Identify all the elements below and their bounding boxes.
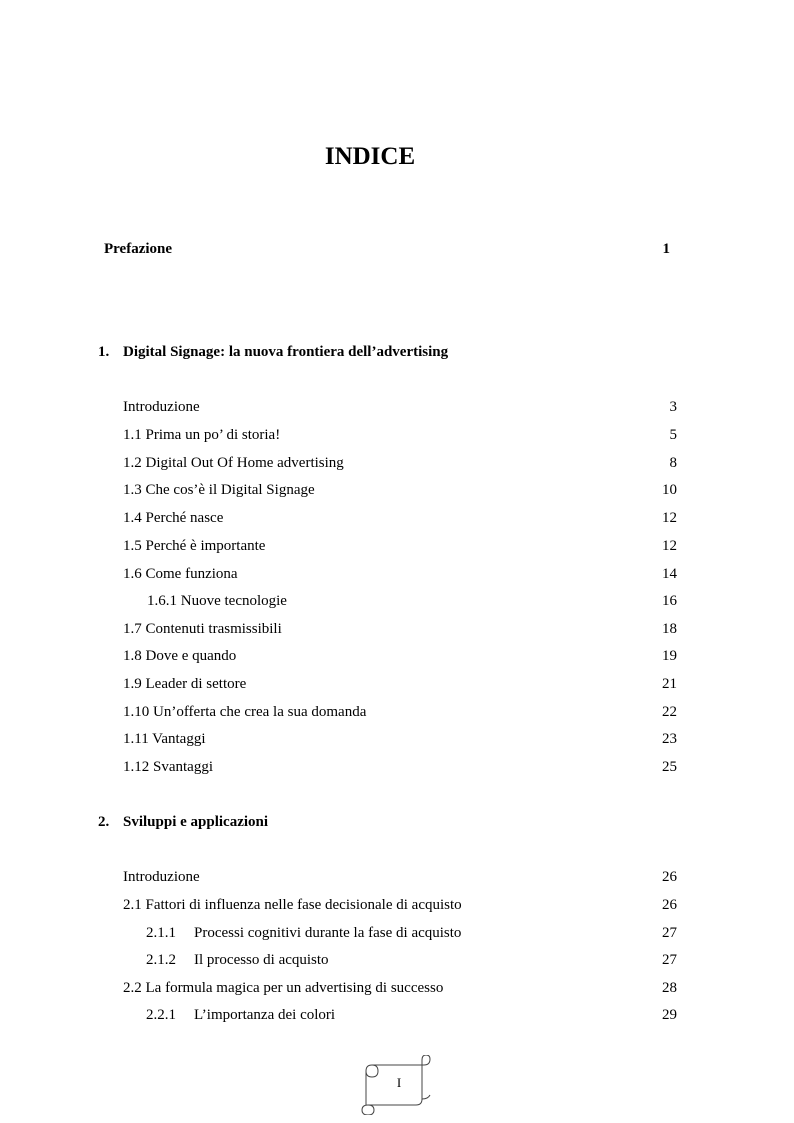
toc-entry-label: 2.1 Fattori di influenza nelle fase decisionale di acquisto: [123, 897, 462, 913]
toc-entry-page: 22: [662, 704, 677, 720]
toc-entry-label: 2.2 La formula magica per un advertising di successo: [123, 980, 444, 996]
chapter-1-number: 1.: [98, 344, 110, 360]
toc-entry-label: Introduzione: [123, 399, 200, 415]
page-number: I: [396, 1075, 402, 1090]
page-title: INDICE: [324, 143, 416, 170]
toc-entry-page: 23: [662, 731, 677, 747]
toc-subentry-label: L’importanza dei colori: [194, 1007, 336, 1023]
toc-entry-label: 1.6 Come funziona: [123, 566, 238, 582]
toc-entry-page: 8: [669, 455, 677, 471]
toc-entry-page: 25: [662, 759, 677, 775]
chapter-1-title: Digital Signage: la nuova frontiera dell’advertising: [123, 344, 449, 360]
toc-subentry-number: 2.1.1: [146, 925, 176, 941]
chapter-2-number: 2.: [98, 814, 110, 830]
toc-entry-label: 1.7 Contenuti trasmissibili: [123, 621, 282, 637]
toc-entry-page: 27: [662, 952, 677, 968]
toc-subentry-label: 1.6.1 Nuove tecnologie: [147, 593, 287, 609]
toc-entry-label: 1.9 Leader di settore: [123, 676, 247, 692]
toc-entry-page: 18: [662, 621, 677, 637]
toc-entry-label: 1.12 Svantaggi: [123, 759, 213, 775]
toc-entry-label: 1.8 Dove e quando: [123, 648, 237, 664]
toc-entry-label: 1.11 Vantaggi: [123, 731, 206, 747]
toc-entry-label: Introduzione: [123, 869, 200, 885]
toc-entry-page: 26: [662, 897, 677, 913]
toc-entry-page: 16: [662, 593, 677, 609]
toc-entry-label: 1.2 Digital Out Of Home advertising: [123, 455, 344, 471]
toc-entry-page: 26: [662, 869, 677, 885]
toc-subentry-label: Processi cognitivi durante la fase di acquisto: [194, 925, 462, 941]
toc-entry-label: 1.3 Che cos’è il Digital Signage: [123, 482, 315, 498]
toc-entry-label: 1.10 Un’offerta che crea la sua domanda: [123, 704, 367, 720]
toc-entry-page: 29: [662, 1007, 677, 1023]
toc-entry-page: 21: [662, 676, 677, 692]
toc-entry-page: 28: [662, 980, 677, 996]
toc-subentry-label: Il processo di acquisto: [194, 952, 329, 968]
toc-entry-page: 3: [669, 399, 677, 415]
toc-entry-page: 19: [662, 648, 677, 664]
toc-entry-page: 14: [662, 566, 677, 582]
toc-entry-page: 10: [662, 482, 677, 498]
toc-entry-page: 27: [662, 925, 677, 941]
toc-entry-label: 1.1 Prima un po’ di storia!: [123, 427, 281, 443]
toc-entry-page: 12: [662, 538, 677, 554]
toc-subentry-number: 2.2.1: [146, 1007, 176, 1023]
toc-entry-page: 12: [662, 510, 677, 526]
preface-page: 1: [662, 241, 670, 257]
chapter-2-title: Sviluppi e applicazioni: [123, 814, 269, 830]
toc-subentry-number: 2.1.2: [146, 952, 176, 968]
preface-label: Prefazione: [104, 241, 173, 257]
toc-entry-label: 1.5 Perché è importante: [123, 538, 266, 554]
toc-entry-page: 5: [669, 427, 677, 443]
toc-entry-label: 1.4 Perché nasce: [123, 510, 224, 526]
